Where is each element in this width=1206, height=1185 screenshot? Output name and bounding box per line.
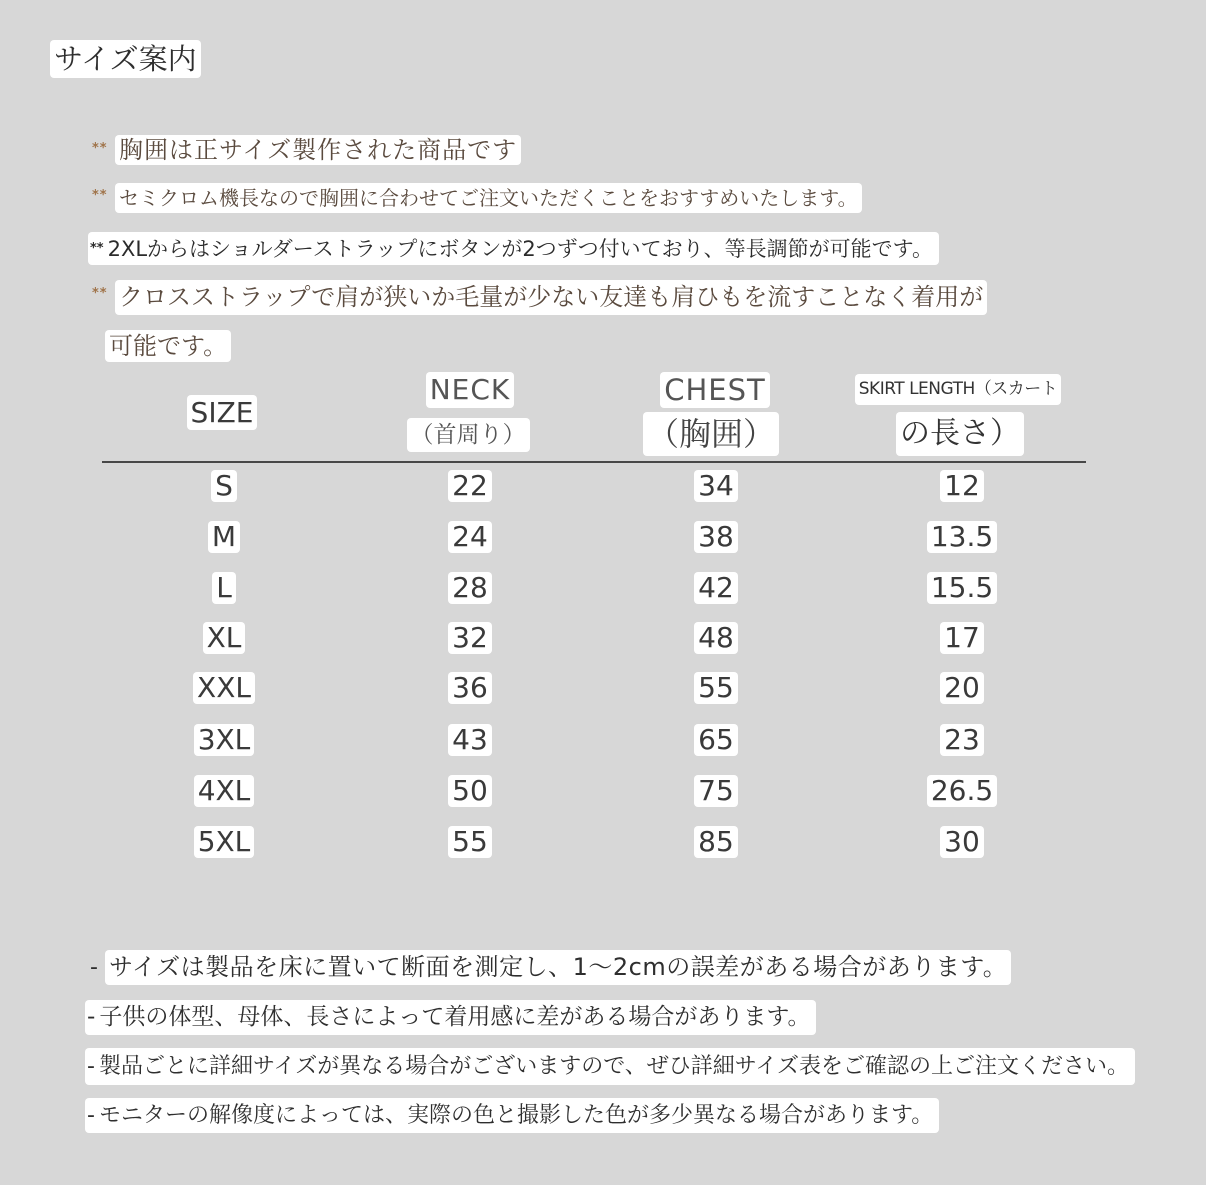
note-4-text: クロスストラップで肩が狭いか毛量が少ない友達も肩ひもを流すことなく着用が xyxy=(115,280,987,315)
cell-skirt-value: 15.5 xyxy=(927,572,997,604)
cell-skirt-value: 13.5 xyxy=(927,521,997,553)
header-neck-sub-label: （首周り） xyxy=(407,418,530,452)
cell-size-value: 4XL xyxy=(194,775,255,807)
note-1-text: 胸囲は正サイズ製作された商品です xyxy=(115,135,521,165)
table-cell-skirt xyxy=(812,470,1112,502)
footnote-2-box xyxy=(85,1000,816,1035)
footnote-3-text: 製品ごとに詳細サイズが異なる場合がございますので、ぜひ詳細サイズ表をご確認の上ご注文ください。 xyxy=(98,1054,1129,1079)
footnote-3-box xyxy=(85,1048,1135,1085)
cell-size-value: XXL xyxy=(193,672,255,704)
cell-size-value: M xyxy=(208,521,240,553)
header-skirt xyxy=(808,374,1108,405)
footnote-marker: - xyxy=(87,1103,95,1128)
footnote-4-text: モニターの解像度によっては、実際の色と撮影した色が多少異なる場合があります。 xyxy=(98,1103,934,1128)
footnote-2-text: 子供の体型、母体、長さによって着用感に差がある場合があります。 xyxy=(99,1004,811,1030)
cell-size-value: S xyxy=(211,470,237,502)
note-marker: ** xyxy=(92,141,108,156)
header-chest-label: CHEST xyxy=(660,372,770,408)
cell-neck-value: 50 xyxy=(448,775,492,807)
note-4-continuation xyxy=(105,330,231,362)
cell-chest-value: 34 xyxy=(694,470,738,502)
cell-chest-value: 42 xyxy=(694,572,738,604)
header-chest-sub-label: （胸囲） xyxy=(643,412,779,456)
page-title-text: サイズ案内 xyxy=(50,40,201,78)
table-cell-skirt xyxy=(812,826,1112,858)
cell-skirt-value: 30 xyxy=(940,826,984,858)
note-marker: ** xyxy=(90,241,104,256)
cell-neck-value: 24 xyxy=(448,521,492,553)
cell-size-value: 5XL xyxy=(194,826,255,858)
table-cell-skirt xyxy=(812,724,1112,756)
cell-chest-value: 38 xyxy=(694,521,738,553)
cell-skirt-value: 26.5 xyxy=(927,775,997,807)
table-cell-skirt xyxy=(812,572,1112,604)
cell-chest-value: 48 xyxy=(694,622,738,654)
note-marker: ** xyxy=(92,286,108,301)
cell-neck-value: 22 xyxy=(448,470,492,502)
footnote-4 xyxy=(85,1098,939,1133)
note-2-text: セミクロム機長なので胸囲に合わせてご注文いただくことをおすすめいたします。 xyxy=(115,183,862,213)
cell-chest-value: 85 xyxy=(694,826,738,858)
cell-neck-value: 28 xyxy=(448,572,492,604)
cell-neck-value: 43 xyxy=(448,724,492,756)
note-3-text: 2XLからはショルダーストラップにボタンが2つずつ付いており、等長調節が可能です。 xyxy=(107,237,934,261)
note-marker: ** xyxy=(92,188,108,203)
table-cell-skirt xyxy=(812,521,1112,553)
cell-chest-value: 55 xyxy=(694,672,738,704)
header-skirt-sub-label: の長さ） xyxy=(896,412,1024,456)
cell-chest-value: 65 xyxy=(694,724,738,756)
cell-neck-value: 32 xyxy=(448,622,492,654)
cell-skirt-value: 23 xyxy=(940,724,984,756)
footnote-1 xyxy=(105,950,1011,985)
cell-neck-value: 36 xyxy=(448,672,492,704)
header-skirt-label: SKIRT LENGTH（スカート xyxy=(855,374,1061,405)
cell-neck-value: 55 xyxy=(448,826,492,858)
page-title xyxy=(50,40,201,78)
cell-size-value: L xyxy=(212,572,236,604)
note-4-continuation-text: 可能です。 xyxy=(105,330,231,362)
header-size-label: SIZE xyxy=(187,395,258,430)
note-3 xyxy=(88,232,939,265)
note-4 xyxy=(115,280,987,315)
table-cell-skirt xyxy=(812,672,1112,704)
footnote-4-box xyxy=(85,1098,939,1133)
table-header-divider xyxy=(102,461,1086,463)
header-skirt-sub xyxy=(810,412,1110,456)
note-1 xyxy=(115,135,521,165)
cell-skirt-value: 12 xyxy=(940,470,984,502)
cell-skirt-value: 20 xyxy=(940,672,984,704)
footnote-2 xyxy=(85,1000,816,1035)
footnote-marker: - xyxy=(90,955,98,980)
note-3-box xyxy=(88,232,939,265)
cell-size-value: XL xyxy=(203,622,246,654)
table-cell-skirt xyxy=(812,622,1112,654)
cell-chest-value: 75 xyxy=(694,775,738,807)
cell-skirt-value: 17 xyxy=(940,622,984,654)
cell-size-value: 3XL xyxy=(194,724,255,756)
footnote-marker: - xyxy=(87,1054,95,1079)
table-cell-skirt xyxy=(812,775,1112,807)
header-neck-label: NECK xyxy=(426,372,515,408)
footnote-1-text: サイズは製品を床に置いて断面を測定し、1〜2cmの誤差がある場合があります。 xyxy=(105,950,1011,985)
note-2 xyxy=(115,183,862,213)
footnote-3 xyxy=(85,1048,1135,1085)
footnote-marker: - xyxy=(87,1004,96,1030)
